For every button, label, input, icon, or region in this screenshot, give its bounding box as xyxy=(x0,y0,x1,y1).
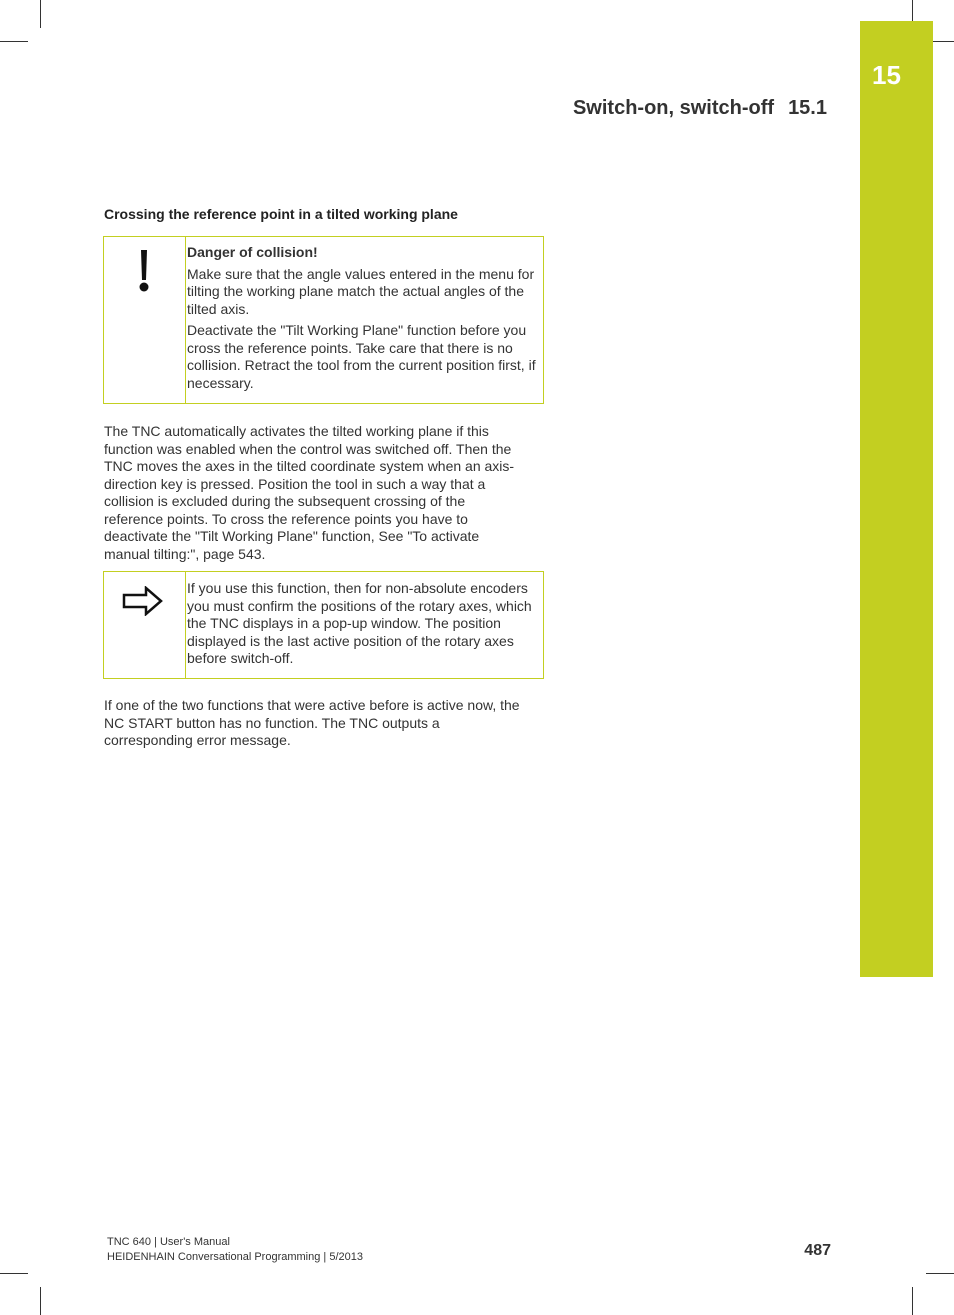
page-number: 487 xyxy=(804,1242,831,1259)
warning-title: Danger of collision! xyxy=(187,244,318,260)
crop-mark xyxy=(912,1287,913,1315)
crop-mark xyxy=(0,41,28,42)
chapter-tab xyxy=(860,21,933,977)
arrow-right-icon xyxy=(122,586,164,616)
section-number: 15.1 xyxy=(788,97,827,119)
warning-paragraph: Make sure that the angle values entered in the menu for tilting the working plane match the actual angles of the tilted axis. xyxy=(187,265,535,317)
body-paragraph: If one of the two functions that were active before is active now, the NC START button has no function. The TNC outputs a corresponding error message. xyxy=(104,697,520,748)
section-header xyxy=(573,97,827,120)
note-icon-cell xyxy=(104,572,186,678)
footer-line: TNC 640 | User's Manual xyxy=(107,1236,230,1248)
chapter-number: 15 xyxy=(872,60,901,90)
note-text: If you use this function, then for non-absolute encoders you must confirm the positions of the rotary axes, which the TNC displays in a pop-up window. The position displayed is the last active position of the rotary axes before switch-off. xyxy=(187,580,532,666)
section-title: Switch-on, switch-off xyxy=(572,97,775,119)
footer-line: HEIDENHAIN Conversational Programming | 5/2013 xyxy=(107,1251,363,1263)
warning-paragraph: Deactivate the "Tilt Working Plane" function before you cross the reference points. Take care that there is no collision. Retract the tool from the current position first, if necessary. xyxy=(187,322,536,391)
warning-box xyxy=(103,236,544,404)
footer xyxy=(107,1235,363,1265)
crop-mark xyxy=(926,1273,954,1274)
crop-mark xyxy=(0,1273,28,1274)
note-box xyxy=(103,571,544,679)
exclamation-icon xyxy=(136,249,152,295)
crop-mark xyxy=(40,1287,41,1315)
subheading: Crossing the reference point in a tilted working plane xyxy=(104,206,458,222)
warning-icon-cell xyxy=(104,237,186,403)
crop-mark xyxy=(40,0,41,28)
body-paragraph: The TNC automatically activates the tilted working plane if this function was enabled when the control was switched off. Then the TNC moves the axes in the tilted coordinate system when an axis-direction key is pressed. Position the tool in such a way that a collision is excluded during the subsequent crossing of the reference points. To cross the reference points you have to deactivate the "Tilt Working Plane" function, See "To activate manual tilting:", page 543. xyxy=(104,423,515,562)
